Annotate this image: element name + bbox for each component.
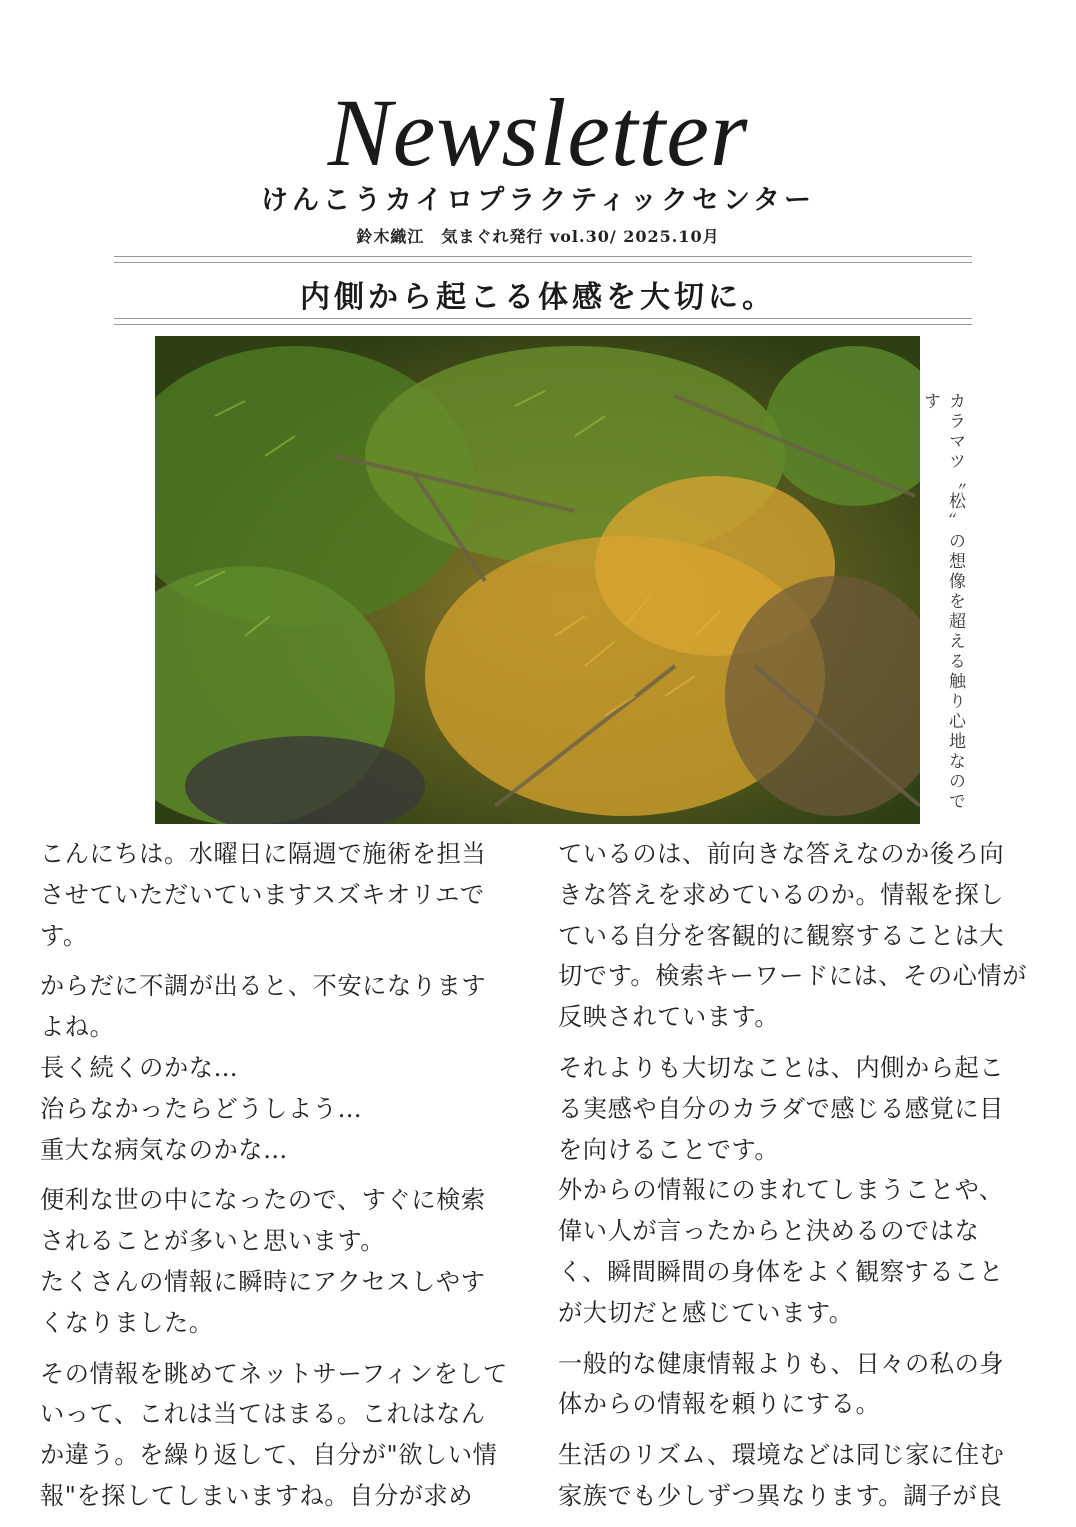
headline: 内側から起こる体感を大切に。 (300, 280, 776, 315)
masthead-title: Newsletter (327, 79, 749, 186)
larch-photo (155, 336, 920, 824)
body-paragraph: 便利な世の中になったので、すぐに検索されることが多いと思います。 たくさんの情報に瞬時にアクセスしやすくなりました。 (40, 1186, 486, 1337)
body-paragraph: それよりも大切なことは、内側から起こる実感や自分のカラダで感じる感覚に目を向けることです。 外からの情報にのまれてしまうことや、偉い人が言ったからと決めるのではなく、瞬間瞬間の身体をよく観察することが大切だと感じています。 (558, 1053, 1005, 1327)
body-column-left (40, 834, 510, 1527)
bottom-divider (114, 318, 972, 325)
body-paragraph: 生活のリズム、環境などは同じ家に住む家族でも少しずつ異なります。調子が良 (558, 1441, 1005, 1510)
body-paragraph: 一般的な健康情報よりも、日々の私の身体からの情報を頼りにする。 (558, 1349, 1005, 1419)
body-paragraph: こんにちは。水曜日に隔週で施術を担当させていただいていますスズキオリエです。 (40, 840, 487, 950)
top-divider (114, 256, 972, 263)
issue-line: 鈴木織江 気まぐれ発行 vol.30/ 2025.10月 (356, 227, 720, 246)
body-paragraph: からだに不調が出ると、不安になりますよね。 長く続くのかな… 治らなかったらどうしよう… 重大な病気なのかな… (40, 972, 487, 1164)
body-paragraph: その情報を眺めてネットサーフィンをしていって、これは当てはまる。これはなんか違う。を繰り返して、自分が"欲しい情報"を探してしまいますね。自分が求め (40, 1359, 508, 1510)
organization-name: けんこうカイロプラクティックセンター (261, 185, 815, 216)
photo-caption: カラマツ〝松〟の想像を超える触り心地なのです (920, 392, 965, 812)
body-column-right (558, 834, 1028, 1527)
body-paragraph: ているのは、前向きな答えなのか後ろ向きな答えを求めているのか。情報を探している自分を客観的に観察することは大切です。検索キーワードには、その心情が反映されています。 (558, 840, 1028, 1032)
